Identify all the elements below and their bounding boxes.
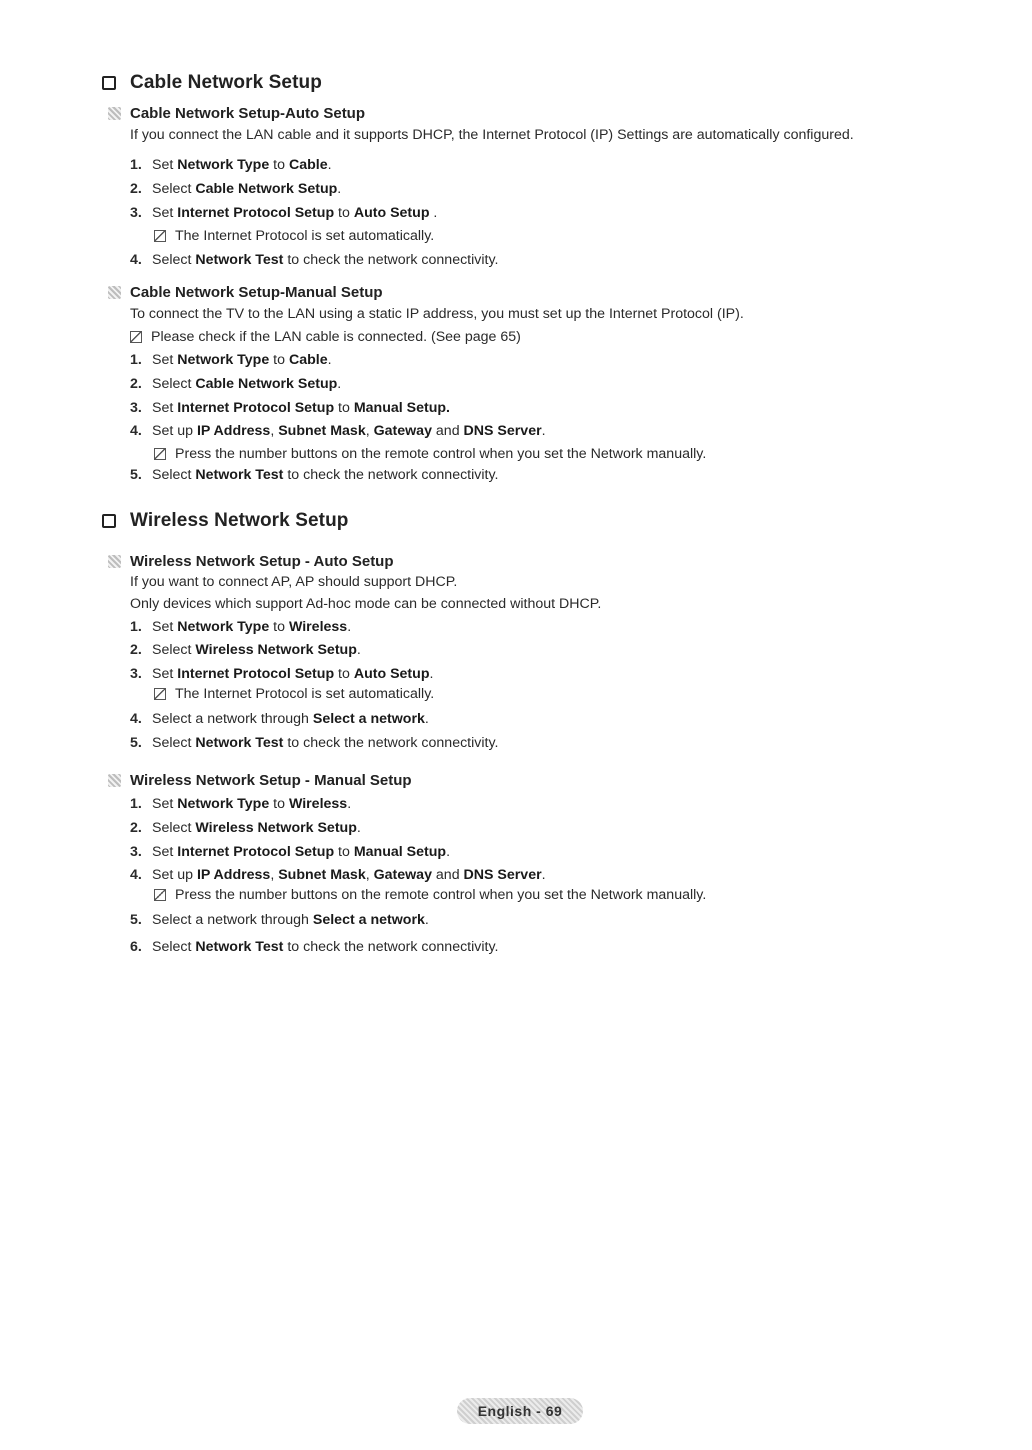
paragraph: If you want to connect AP, AP should support DHCP. xyxy=(130,574,458,590)
note: Press the number buttons on the remote control when you set the Network manually. xyxy=(154,446,706,462)
step-item: 1. Set Network Type to Wireless. xyxy=(130,796,352,812)
step-item: 5. Select Network Test to check the network connectivity. xyxy=(130,467,499,483)
step-item: 1. Set Network Type to Wireless. xyxy=(130,619,352,635)
step-item: 4. Select a network through Select a network. xyxy=(130,711,429,727)
note-icon xyxy=(154,688,166,700)
section-header xyxy=(102,72,322,94)
bullet-square-icon xyxy=(108,774,121,787)
step-item: 3. Set Internet Protocol Setup to Auto Setup . xyxy=(130,205,438,221)
subsection-header xyxy=(108,772,412,789)
note: The Internet Protocol is set automatically. xyxy=(154,686,434,702)
section-header xyxy=(102,510,348,532)
note: Please check if the LAN cable is connected. (See page 65) xyxy=(130,329,521,345)
page-number: English - 69 xyxy=(477,1403,563,1419)
step-item: 2. Select Wireless Network Setup. xyxy=(130,820,361,836)
note-icon xyxy=(154,889,166,901)
subsection-title: Wireless Network Setup - Manual Setup xyxy=(130,772,412,789)
checkbox-square-icon xyxy=(102,76,116,90)
bullet-square-icon xyxy=(108,107,121,120)
step-item: 5. Select a network through Select a network. xyxy=(130,912,429,928)
note-icon xyxy=(130,331,142,343)
subsection-title: Wireless Network Setup - Auto Setup xyxy=(130,553,394,570)
paragraph: To connect the TV to the LAN using a static IP address, you must set up the Internet Protocol (IP). xyxy=(130,306,744,322)
subsection-header xyxy=(108,553,394,570)
step-item: 6. Select Network Test to check the network connectivity. xyxy=(130,939,499,955)
page-number-badge xyxy=(457,1398,583,1424)
step-item: 3. Set Internet Protocol Setup to Auto Setup. xyxy=(130,666,434,682)
section-title: Cable Network Setup xyxy=(130,72,322,93)
step-item: 2. Select Cable Network Setup. xyxy=(130,181,342,197)
note-icon xyxy=(154,230,166,242)
bullet-square-icon xyxy=(108,555,121,568)
paragraph: Only devices which support Ad-hoc mode can be connected without DHCP. xyxy=(130,596,602,612)
step-item: 2. Select Cable Network Setup. xyxy=(130,376,342,392)
subsection-header xyxy=(108,284,383,301)
step-item: 5. Select Network Test to check the network connectivity. xyxy=(130,735,499,751)
note: Press the number buttons on the remote control when you set the Network manually. xyxy=(154,887,706,903)
step-item: 4. Set up IP Address, Subnet Mask, Gateway and DNS Server. xyxy=(130,867,546,883)
note: The Internet Protocol is set automatically. xyxy=(154,228,434,244)
step-item: 2. Select Wireless Network Setup. xyxy=(130,642,361,658)
bullet-square-icon xyxy=(108,286,121,299)
step-item: 4. Select Network Test to check the network connectivity. xyxy=(130,252,499,268)
step-item: 3. Set Internet Protocol Setup to Manual Setup. xyxy=(130,844,451,860)
step-item: 3. Set Internet Protocol Setup to Manual Setup. xyxy=(130,400,450,416)
subsection-header xyxy=(108,105,365,122)
paragraph: If you connect the LAN cable and it supports DHCP, the Internet Protocol (IP) Settings are automatically configured. xyxy=(130,127,854,143)
step-item: 4. Set up IP Address, Subnet Mask, Gateway and DNS Server. xyxy=(130,423,546,439)
step-item: 1. Set Network Type to Cable. xyxy=(130,352,332,368)
section-title: Wireless Network Setup xyxy=(130,510,349,531)
step-item: 1. Set Network Type to Cable. xyxy=(130,157,332,173)
subsection-title: Cable Network Setup-Manual Setup xyxy=(130,284,383,301)
note-icon xyxy=(154,448,166,460)
subsection-title: Cable Network Setup-Auto Setup xyxy=(130,105,366,122)
checkbox-square-icon xyxy=(102,514,116,528)
